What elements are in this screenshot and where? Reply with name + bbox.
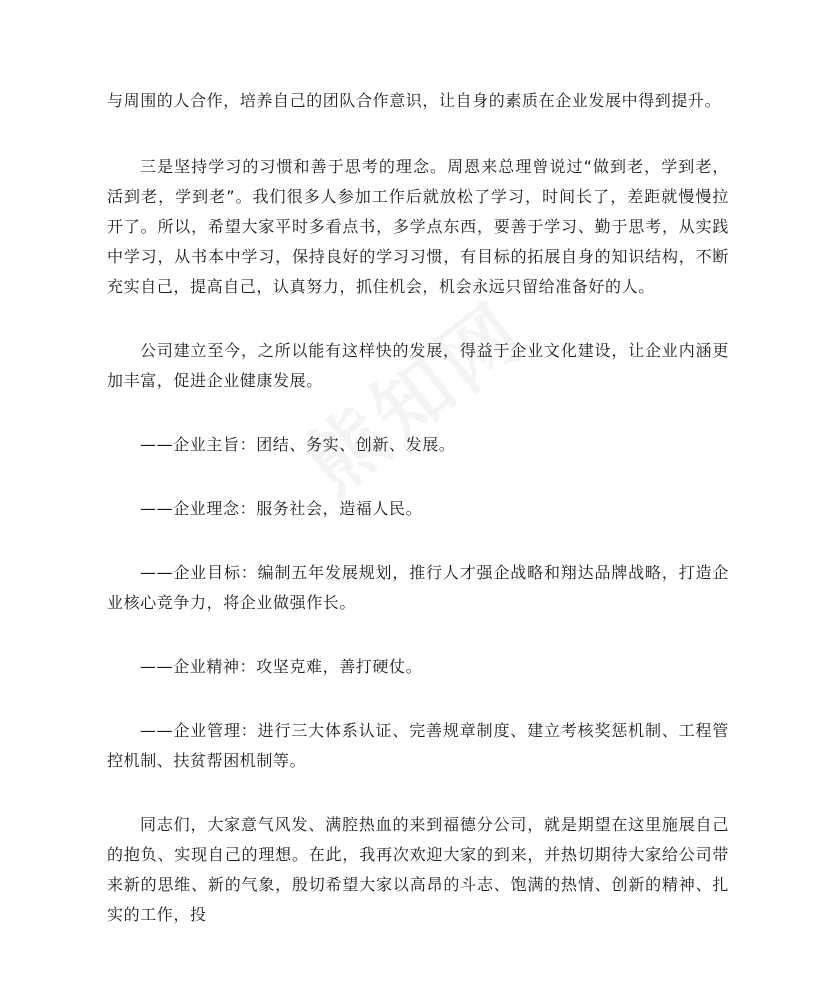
- paragraph-purpose: ——企业主旨：团结、务实、创新、发展。: [140, 435, 456, 454]
- paragraph-management: ——企业管理：进行三大体系认证、完善规章制度、建立考核奖惩机制、工程管控机制、扶贫帮困机制等。: [107, 721, 729, 770]
- paragraph-continuation: 与周围的人合作，培养自己的团队合作意识，让自身的素质在企业发展中得到提升。: [107, 91, 722, 110]
- paragraph-learning: 三是坚持学习的习惯和善于思考的理念。周恩来总理曾说过“做到老，学到老，活到老，学到老”。我们很多人参加工作后就放松了学习，时间长了，差距就慢慢拉开了。所以，希望大家平时多看点书，多学点东西，要善于学习、勤于思考，从实践中学习，从书本中学习，保持良好的学习习惯，有目标的拓展自身的知识结构，不断充实自己，提高自己，认真努力，抓住机会，机会永远只留给准备好的人。: [107, 157, 729, 296]
- paragraph-company-culture: 公司建立至今，之所以能有这样快的发展，得益于企业文化建设，让企业内涵更加丰富，促进企业健康发展。: [107, 341, 729, 390]
- paragraph-closing: 同志们，大家意气风发、满腔热血的来到福德分公司，就是期望在这里施展自己的抱负、实现自己的理想。在此，我再次欢迎大家的到来，并热切期待大家给公司带来新的思维、新的气象，殷切希望大家以高昂的斗志、饱满的热情、创新的精神、扎实的工作，投: [107, 815, 729, 924]
- paragraph-goal: ——企业目标：编制五年发展规划，推行人才强企战略和翔达品牌战略，打造企业核心竞争力，将企业做强作长。: [107, 563, 729, 612]
- paragraph-spirit: ——企业精神：攻坚克难，善打硬仗。: [140, 657, 423, 676]
- document-body: [107, 86, 729, 964]
- paragraph-philosophy: ——企业理念：服务社会，造福人民。: [140, 499, 423, 518]
